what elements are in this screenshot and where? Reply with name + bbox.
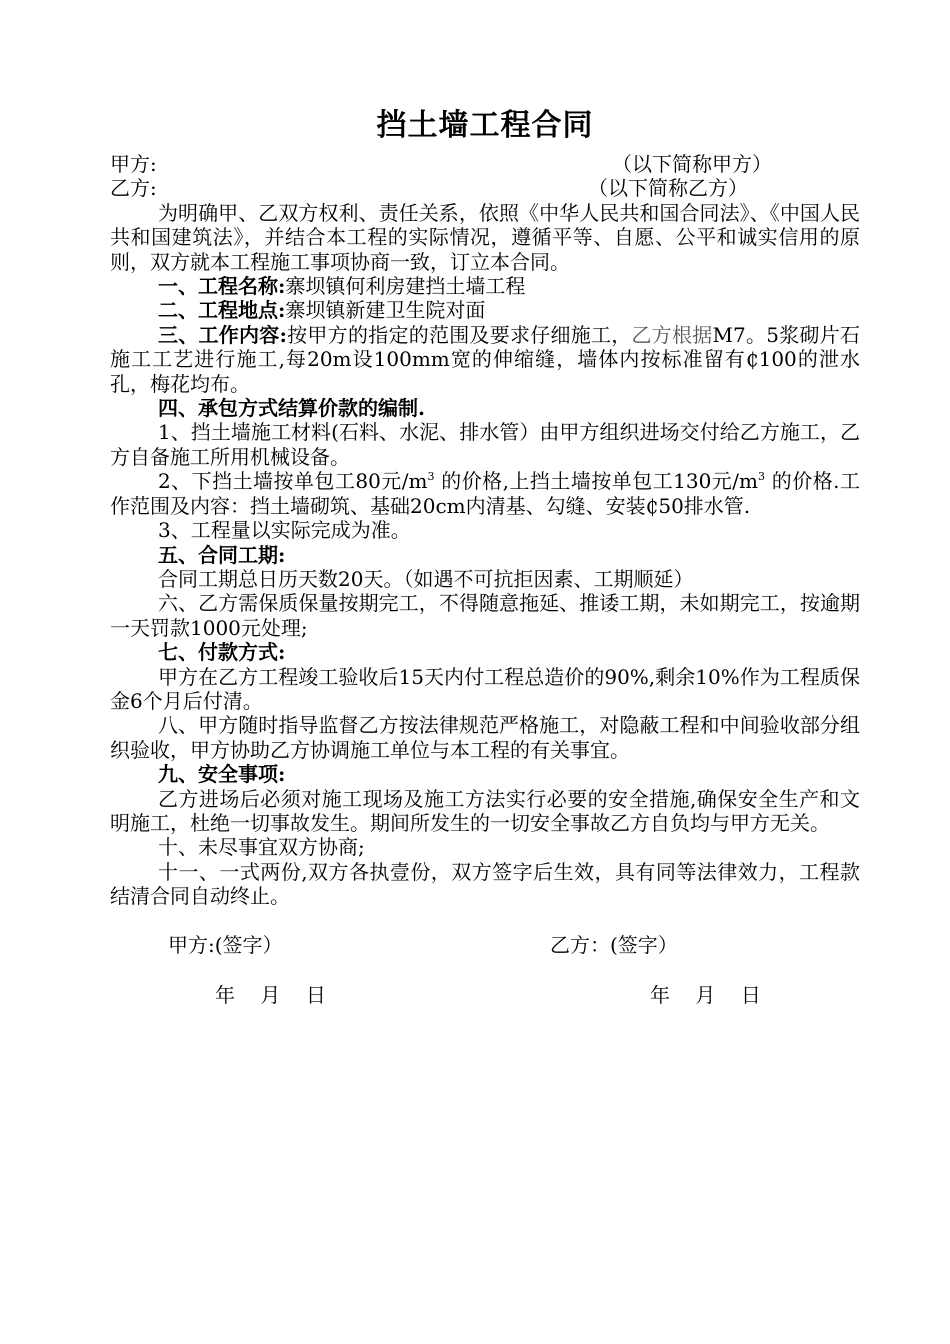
document-title: 挡土墙工程合同 <box>376 108 594 143</box>
party-a-date: 年 月 日 <box>215 982 326 1007</box>
section-4-item-1: 1、挡土墙施工材料(石料、水泥、排水管）由甲方组织进场交付给乙方施工，乙方自备施工所用机械设备。 <box>110 420 860 469</box>
party-a-line <box>110 152 860 176</box>
superscript-3-a: 3 <box>427 470 435 484</box>
party-b-signature: 乙方：(签字） <box>550 932 678 957</box>
signature-row <box>110 933 860 957</box>
section-3-text-rest: M7。5浆砌片石施工工艺进行施工,每20m设100mm宽的伸缩缝，墙体内按标准留有₵100的泄水孔，梅花均布。 <box>110 322 861 396</box>
section-2-text: 寨坝镇新建卫生院对面 <box>285 298 486 323</box>
section-4-item-2-part-c: 的价格.工作范围及内容：挡土墙砌筑、基础20cm内清基、勾缝、安装₵50排水管. <box>110 469 860 518</box>
section-4-heading: 四、承包方式结算价款的编制. <box>158 396 425 421</box>
section-7-heading: 七、付款方式: <box>158 640 286 665</box>
contract-page <box>110 100 860 1007</box>
section-4-item-3: 3、工程量以实际完成为准。 <box>158 518 411 543</box>
section-4-item-2-part-a: 2、下挡土墙按单包工80元/m <box>158 469 428 494</box>
section-11: 十一、一式两份,双方各执壹份，双方签字后生效，具有同等法律效力，工程款结清合同自动终止。 <box>110 859 860 909</box>
section-1-text: 寨坝镇何利房建挡土墙工程 <box>285 274 526 299</box>
section-4-item-2 <box>110 469 860 518</box>
section-2-heading: 二、工程地点: <box>158 298 286 323</box>
section-3 <box>110 323 860 396</box>
section-2 <box>110 298 860 322</box>
section-10: 十、未尽事宜双方协商; <box>158 835 365 860</box>
party-b-label: 乙方: <box>110 176 157 201</box>
party-b-line <box>110 176 860 200</box>
superscript-3-b: 3 <box>757 470 765 484</box>
section-1 <box>110 274 860 298</box>
section-9-text: 乙方进场后必须对施工现场及施工方法实行必要的安全措施,确保安全生产和文明施工，杜绝一切事故发生。期间所发生的一切安全事故乙方自负均与甲方无关。 <box>110 786 860 835</box>
section-3-heading: 三、工作内容: <box>158 322 287 347</box>
section-4-item-2-part-b: 的价格,上挡土墙按单包工130元/m <box>434 469 758 494</box>
section-6: 六、乙方需保质保量按期完工，不得随意拖延、推诿工期，未如期完工，按逾期一天罚款1000元处理; <box>110 591 860 640</box>
section-8: 八、甲方随时指导监督乙方按法律规范严格施工，对隐蔽工程和中间验收部分组织验收，甲方协助乙方协调施工单位与本工程的有关事宜。 <box>110 713 860 762</box>
section-1-heading: 一、工程名称: <box>158 274 286 299</box>
party-a-label: 甲方: <box>110 152 157 176</box>
party-a-note: （以下简称甲方） <box>612 152 772 176</box>
section-7-text: 甲方在乙方工程竣工验收后15天内付工程总造价的90%,剩余10%作为工程质保金6个月后付清。 <box>110 664 860 713</box>
section-3-text: 按甲方的指定的范围及要求仔细施工， <box>286 322 632 347</box>
intro-paragraph: 为明确甲、乙双方权利、责任关系，依照《中华人民共和国合同法》、《中国人民共和国建筑法》，并结合本工程的实际情况，遵循平等、自愿、公平和诚实信用的原则，双方就本工程施工事项协商一致，订立本合同。 <box>110 200 860 274</box>
date-row <box>110 983 860 1007</box>
section-3-text-gray: 乙方根据 <box>631 322 713 347</box>
section-5-text: 合同工期总日历天数20天。（如遇不可抗拒因素、工期顺延） <box>158 566 694 591</box>
section-5-heading: 五、合同工期: <box>158 542 286 567</box>
party-b-date: 年 月 日 <box>650 982 761 1007</box>
party-b-note: （以下简称乙方） <box>588 176 748 201</box>
party-a-signature: 甲方:(签字） <box>168 932 283 957</box>
section-9-heading: 九、安全事项: <box>158 762 286 787</box>
